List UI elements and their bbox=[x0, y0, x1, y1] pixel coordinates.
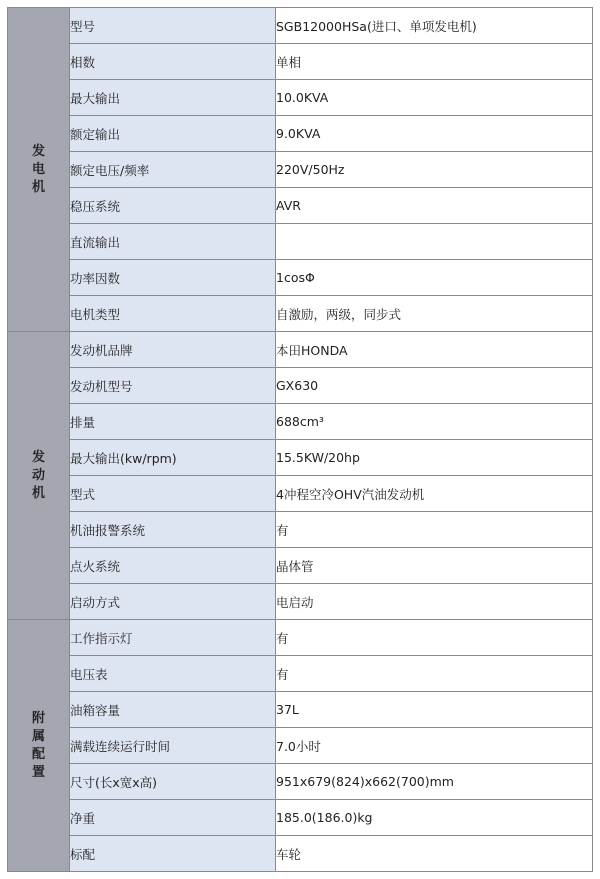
spec-value: 951x679(824)x662(700)mm bbox=[276, 764, 593, 800]
group-title: 发电机 bbox=[31, 143, 45, 195]
spec-value: 15.5KW/20hp bbox=[276, 440, 593, 476]
spec-value: SGB12000HSa(进口、单项发电机) bbox=[276, 8, 593, 44]
spec-value: 10.0KVA bbox=[276, 80, 593, 116]
table-row bbox=[8, 692, 593, 728]
group-header-engine bbox=[8, 332, 70, 620]
spec-label: 机油报警系统 bbox=[70, 512, 276, 548]
table-row bbox=[8, 728, 593, 764]
table-row bbox=[8, 620, 593, 656]
spec-label: 发动机品牌 bbox=[70, 332, 276, 368]
table-row bbox=[8, 836, 593, 872]
spec-label: 标配 bbox=[70, 836, 276, 872]
spec-label: 油箱容量 bbox=[70, 692, 276, 728]
spec-value: 9.0KVA bbox=[276, 116, 593, 152]
spec-label: 发动机型号 bbox=[70, 368, 276, 404]
table-row bbox=[8, 80, 593, 116]
spec-label: 型式 bbox=[70, 476, 276, 512]
spec-label: 满载连续运行时间 bbox=[70, 728, 276, 764]
spec-value: 有 bbox=[276, 512, 593, 548]
table-row bbox=[8, 656, 593, 692]
table-row bbox=[8, 404, 593, 440]
spec-label: 点火系统 bbox=[70, 548, 276, 584]
table-row bbox=[8, 476, 593, 512]
table-row bbox=[8, 440, 593, 476]
table-row bbox=[8, 368, 593, 404]
group-title: 发动机 bbox=[31, 449, 45, 501]
spec-label: 直流输出 bbox=[70, 224, 276, 260]
spec-table bbox=[7, 7, 593, 872]
spec-value: 有 bbox=[276, 620, 593, 656]
spec-label: 型号 bbox=[70, 8, 276, 44]
spec-value: 自激励，两级，同步式 bbox=[276, 296, 593, 332]
spec-value: AVR bbox=[276, 188, 593, 224]
spec-label: 最大输出(kw/rpm) bbox=[70, 440, 276, 476]
spec-value: 7.0小时 bbox=[276, 728, 593, 764]
spec-value: 185.0(186.0)kg bbox=[276, 800, 593, 836]
table-row bbox=[8, 44, 593, 80]
spec-label: 启动方式 bbox=[70, 584, 276, 620]
group-title: 附属配置 bbox=[31, 710, 45, 780]
group-header-generator bbox=[8, 8, 70, 332]
table-row bbox=[8, 116, 593, 152]
spec-label: 功率因数 bbox=[70, 260, 276, 296]
spec-label: 工作指示灯 bbox=[70, 620, 276, 656]
spec-value: 4冲程空冷OHV汽油发动机 bbox=[276, 476, 593, 512]
spec-label: 相数 bbox=[70, 44, 276, 80]
spec-value bbox=[276, 224, 593, 260]
table-row bbox=[8, 8, 593, 44]
spec-label: 排量 bbox=[70, 404, 276, 440]
spec-label: 额定电压/频率 bbox=[70, 152, 276, 188]
spec-value: 有 bbox=[276, 656, 593, 692]
spec-value: 1cosΦ bbox=[276, 260, 593, 296]
spec-value: GX630 bbox=[276, 368, 593, 404]
table-row bbox=[8, 224, 593, 260]
table-row bbox=[8, 584, 593, 620]
spec-label: 稳压系统 bbox=[70, 188, 276, 224]
spec-value: 车轮 bbox=[276, 836, 593, 872]
spec-label: 额定输出 bbox=[70, 116, 276, 152]
table-row bbox=[8, 296, 593, 332]
spec-label: 尺寸(长x宽x高) bbox=[70, 764, 276, 800]
spec-table-body bbox=[8, 8, 593, 872]
spec-value: 单相 bbox=[276, 44, 593, 80]
spec-value: 本田HONDA bbox=[276, 332, 593, 368]
spec-value: 220V/50Hz bbox=[276, 152, 593, 188]
table-row bbox=[8, 260, 593, 296]
group-header-accessories bbox=[8, 620, 70, 872]
table-row bbox=[8, 188, 593, 224]
spec-value: 688cm³ bbox=[276, 404, 593, 440]
table-row bbox=[8, 800, 593, 836]
table-row bbox=[8, 548, 593, 584]
spec-value: 37L bbox=[276, 692, 593, 728]
spec-label: 电压表 bbox=[70, 656, 276, 692]
spec-label: 最大输出 bbox=[70, 80, 276, 116]
table-row bbox=[8, 332, 593, 368]
spec-label: 电机类型 bbox=[70, 296, 276, 332]
spec-label: 净重 bbox=[70, 800, 276, 836]
spec-value: 晶体管 bbox=[276, 548, 593, 584]
spec-value: 电启动 bbox=[276, 584, 593, 620]
table-row bbox=[8, 764, 593, 800]
table-row bbox=[8, 152, 593, 188]
table-row bbox=[8, 512, 593, 548]
